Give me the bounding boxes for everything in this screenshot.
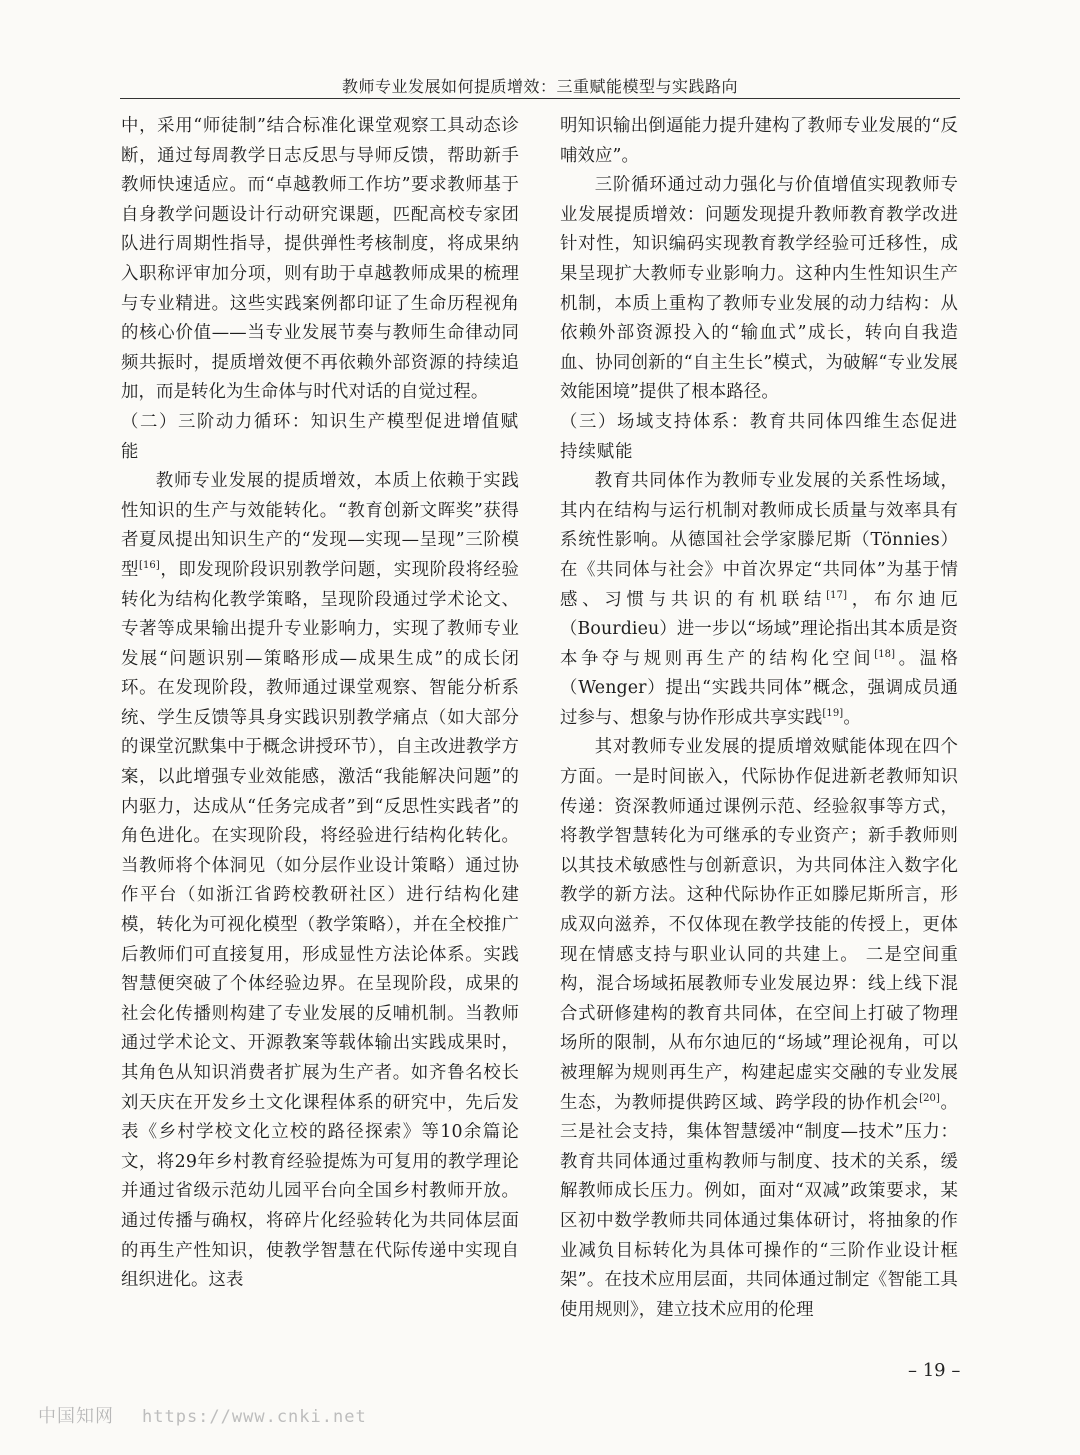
running-title: 教师专业发展如何提质增效：三重赋能模型与实践路向 [341, 77, 738, 96]
paragraph-continued-right: 明知识输出倒逼能力提升建构了教师专业发展的“反哺效应”。 [560, 116, 958, 166]
text-run: 教育共同体作为教师专业发展的关系性场域，其内在结构与运行机制对教师成长质量与效率具有系统性影响。从德国社会学家滕尼斯（Tönnies）在《共同体与社会》中首次界定“共同体”为基于情感、习惯与共识的有机联结 [560, 471, 958, 610]
section-heading-2: （二）三阶动力循环：知识生产模型促进增值赋能 [121, 411, 519, 462]
citation-17: [17] [826, 589, 848, 601]
watermark-url: https://www.cnki.net [142, 1407, 367, 1427]
citation-19: [19] [822, 708, 844, 720]
text-run: 其对教师专业发展的提质增效赋能体现在四个方面。一是时间嵌入，代际协作促进新老教师知识传递：资深教师通过课例示范、经验叙事等方式，将教学智慧转化为可继承的专业资产；新手教师则以其技术敏感性与创新意识，为共同体注入数字化教学的新方法。这种代际协作正如滕尼斯所言，形成双向滋养，不仅体现在教学技能的传授上，更体现在情感支持与职业认同的共建上。 二是空间重构，混合场域拓展教师专业发展边界：线上线下混合式研修建构的教育共同体，在空间上打破了物理场所的限制，从布尔迪厄的“场域”理论视角，可以被理解为规则再生产，构建起虚实交融的专业发展生态，为教师提供跨区域、跨学段的协作机会 [560, 737, 958, 1113]
paragraph-knowledge-production [121, 467, 519, 1296]
page-number: – 19 – [908, 1360, 961, 1381]
citation-20: [20] [919, 1092, 941, 1104]
watermark-brand: 中国知网 [38, 1406, 114, 1427]
citation-18: [18] [874, 648, 896, 660]
text-run: ，布尔迪厄（Bourdieu）进一步以“场域”理论指出其本质是资本争夺与规则再生产的结构化空间 [560, 589, 958, 669]
text-run: ，即发现阶段识别教学问题，实现阶段将经验转化为结构化教学策略，呈现阶段通过学术论文、专著等成果输出提升专业影响力，实现了教师专业发展“问题识别—策略形成—成果生成”的成长闭环。在发现阶段，教师通过课堂观察、智能分析系统、学生反馈等具身实践识别教学痛点（如大部分的课堂沉默集中于概念讲授环节），自主改进教学方案，以此增强专业效能感，激活“我能解决问题”的内驱力，达成从“任务完成者”到“反思性实践者”的角色进化。在实现阶段，将经验进行结构化转化。当教师将个体洞见（如分层作业设计策略）通过协作平台（如浙江省跨校教研社区）进行结构化建模，转化为可视化模型（教学策略），并在全校推广后教师们可直接复用，形成显性方法论体系。实践智慧便突破了个体经验边界。在呈现阶段，成果的社会化传播则构建了专业发展的反哺机制。当教师通过学术论文、开源教案等载体输出实践成果时，其角色从知识消费者扩展为生产者。如齐鲁名校长刘天庆在开发乡土文化课程体系的研究中，先后发表《乡村学校文化立校的路径探索》等10余篇论文，将29年乡村教育经验提炼为可复用的教学理论并通过省级示范幼儿园平台向全国乡村教师开放。通过传播与确权，将碎片化经验转化为共同体层面的再生产性知识，使教学智慧在代际传递中实现自组织进化。这表 [121, 559, 519, 1291]
paragraph-three-stage-cycle: 三阶循环通过动力强化与价值增值实现教师专业发展提质增效：问题发现提升教师教育教学改进针对性，知识编码实现教育教学经验可迁移性，成果呈现扩大教师专业影响力。这种内生性知识生产机制，本质上重构了教师专业发展的动力结构：从依赖外部资源投入的“输血式”成长，转向自我造血、协同创新的“自主生长”模式，为破解“专业发展效能困境”提供了根本路径。 [560, 175, 958, 403]
text-run: 。 [843, 707, 861, 728]
citation-16: [16] [138, 560, 160, 572]
paragraph-four-aspects [560, 733, 958, 1325]
paragraph-continued: 中，采用“师徒制”结合标准化课堂观察工具动态诊断，通过每周教学日志反思与导师反馈，帮助新手教师快速适应。而“卓越教师工作坊”要求教师基于自身教学问题设计行动研究课题，匹配高校专家团队进行周期性指导，提供弹性考核制度，将成果纳入职称评审加分项，则有助于卓越教师成果的梳理与专业精进。这些实践案例都印证了生命历程视角的核心价值——当专业发展节奏与教师生命律动同频共振时，提质增效便不再依赖外部资源的持续追加，而是转化为生命体与时代对话的自觉过程。 [121, 116, 519, 403]
cnki-watermark [38, 1402, 367, 1428]
right-column [560, 112, 958, 1325]
text-run: 。温格（Wenger）提出“实践共同体”概念，强调成员通过参与、想象与协作形成共享实践 [560, 648, 958, 728]
text-run: 教师专业发展的提质增效，本质上依赖于实践性知识的生产与效能转化。“教育创新文晖奖”获得者夏凤提出知识生产的“发现—实现—呈现”三阶模型 [121, 471, 519, 580]
text-run: 。三是社会支持，集体智慧缓冲“制度—技术”压力：教育共同体通过重构教师与制度、技术的关系，缓解教师成长压力。例如，面对“双减”政策要求，某区初中数学教师共同体通过集体研讨，将抽象的作业减负目标转化为具体可操作的“三阶作业设计框架”。在技术应用层面，共同体通过制定《智能工具使用规则》，建立技术应用的伦理 [560, 1092, 958, 1320]
header-rule [120, 98, 960, 99]
section-heading-3: （三）场域支持体系：教育共同体四维生态促进持续赋能 [560, 411, 958, 462]
left-column [121, 112, 519, 1296]
paragraph-community [560, 467, 958, 733]
